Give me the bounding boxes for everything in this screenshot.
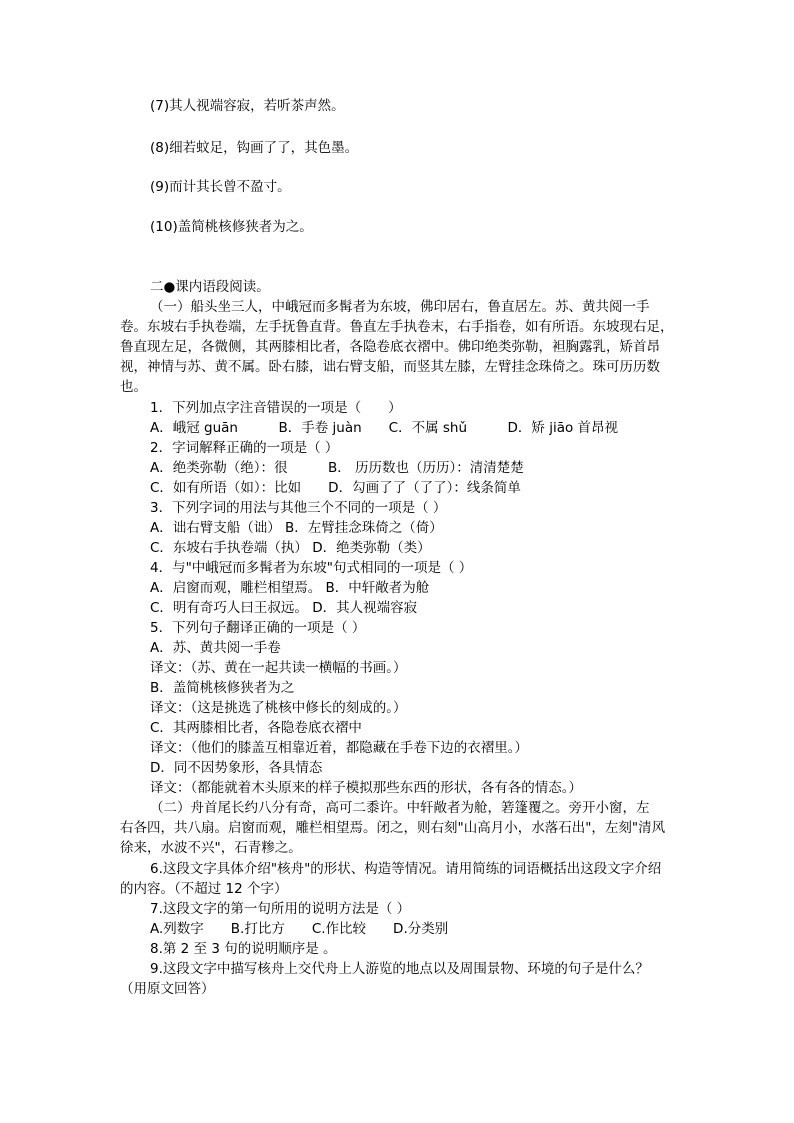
question-5-option: B．盖简桃核修狭者为之	[150, 680, 295, 696]
passage-2-line: 右各四，共八扇。启窗而观，雕栏相望焉。闭之，则右刻"山高月小，水落石出"，左刻"清风	[120, 820, 666, 836]
question-5-translation: 译文：（苏、黄在一起共读一横幅的书画。）	[150, 660, 407, 676]
question-1: 1．下列加点字注音错误的一项是（ ）	[150, 400, 402, 416]
passage-1-line: （一）船头坐三人，中峨冠而多髯者为东坡，佛印居右，鲁直居左。苏、黄共阅一手	[150, 299, 650, 315]
question-3: 3．下列字词的用法与其他三个不同的一项是（ ）	[150, 500, 447, 516]
question-9-cont: （用原文回答）	[120, 981, 215, 997]
question-4-options: A．启窗而观，雕栏相望焉。 B．中轩敞者为舱	[150, 580, 430, 596]
question-4: 4．与"中峨冠而多髯者为东坡"句式相同的一项是（ ）	[150, 560, 473, 576]
sentence-7: (7)其人视端容寂，若听茶声然。	[150, 98, 345, 114]
question-5-translation: 译文：（都能就着木头原来的样子模拟那些东西的形状，各有各的情态。）	[150, 780, 582, 796]
question-7: 7.这段文字的第一句所用的说明方法是（ ）	[150, 901, 411, 917]
question-6-cont: 的内容。（不超过 12 个字）	[120, 881, 288, 897]
passage-2-line: （二）舟首尾长约八分有奇，高可二黍许。中轩敞者为舱，箬篷覆之。旁开小窗，左	[150, 800, 650, 816]
question-2-options: C．如有所语（如）：比如 D．勾画了了（了了）：线条简单	[150, 480, 521, 496]
sentence-8: (8)细若蚊足，钩画了了，其色墨。	[150, 140, 359, 156]
question-5: 5．下列句子翻译正确的一项是（ ）	[150, 620, 366, 636]
question-2-options: A．绝类弥勒（绝）：很 B． 历历数也（历历）：清清楚楚	[150, 460, 524, 476]
question-5-translation: 译文：（他们的膝盖互相靠近着，都隐藏在手卷下边的衣褶里。）	[150, 740, 528, 756]
passage-2-line: 徐来，水波不兴"，石青糁之。	[120, 840, 302, 856]
question-7-options: A.列数字 B.打比方 C.作比较 D.分类别	[150, 921, 449, 937]
passage-1-line: 卷。东坡右手执卷端，左手抚鲁直背。鲁直左手执卷末，右手指卷，如有所语。东坡现右足，	[120, 319, 674, 335]
question-2: 2．字词解释正确的一项是（ ）	[150, 440, 339, 456]
question-8: 8.第 2 至 3 句的说明顺序是 。	[150, 941, 337, 957]
question-1-options: A．峨冠 guān B．手卷 juàn C．不属 shǔ D．矫 jiāo 首昂视	[150, 420, 619, 436]
sentence-9: (9)而计其长曾不盈寸。	[150, 179, 291, 195]
question-6: 6.这段文字具体介绍"核舟"的形状、构造等情况。请用简练的词语概括出这段文字介绍	[150, 861, 662, 877]
sentence-10: (10)盖简桃核修狭者为之。	[150, 219, 313, 235]
question-4-options: C．明有奇巧人曰王叔远。 D．其人视端容寂	[150, 600, 418, 616]
passage-1-line: 也。	[120, 379, 147, 395]
question-5-option: C．其两膝相比者，各隐卷底衣褶中	[150, 720, 362, 736]
question-9: 9.这段文字中描写核舟上交代舟上人游览的地点以及周围景物、环境的句子是什么？	[150, 961, 649, 977]
passage-1-line: 视，神情与苏、黄不属。卧右膝，诎右臂支船，而竖其左膝，左臂挂念珠倚之。珠可历历数	[120, 359, 660, 375]
question-5-translation: 译文：（这是挑选了桃核中修长的刻成的。）	[150, 700, 407, 716]
question-5-option: D．同不因势象形，各具情态	[150, 760, 323, 776]
question-5-option: A．苏、黄共阅一手卷	[150, 640, 281, 656]
question-3-options: C．东坡右手执卷端（执） D．绝类弥勒（类）	[150, 540, 431, 556]
question-3-options: A．诎右臂支船（诎） B．左臂挂念珠倚之（倚）	[150, 520, 443, 536]
section-heading: 二●课内语段阅读。	[150, 279, 270, 295]
passage-1-line: 鲁直现左足，各微侧，其两膝相比者，各隐卷底衣褶中。佛印绝类弥勒，袒胸露乳，矫首昂	[120, 339, 660, 355]
